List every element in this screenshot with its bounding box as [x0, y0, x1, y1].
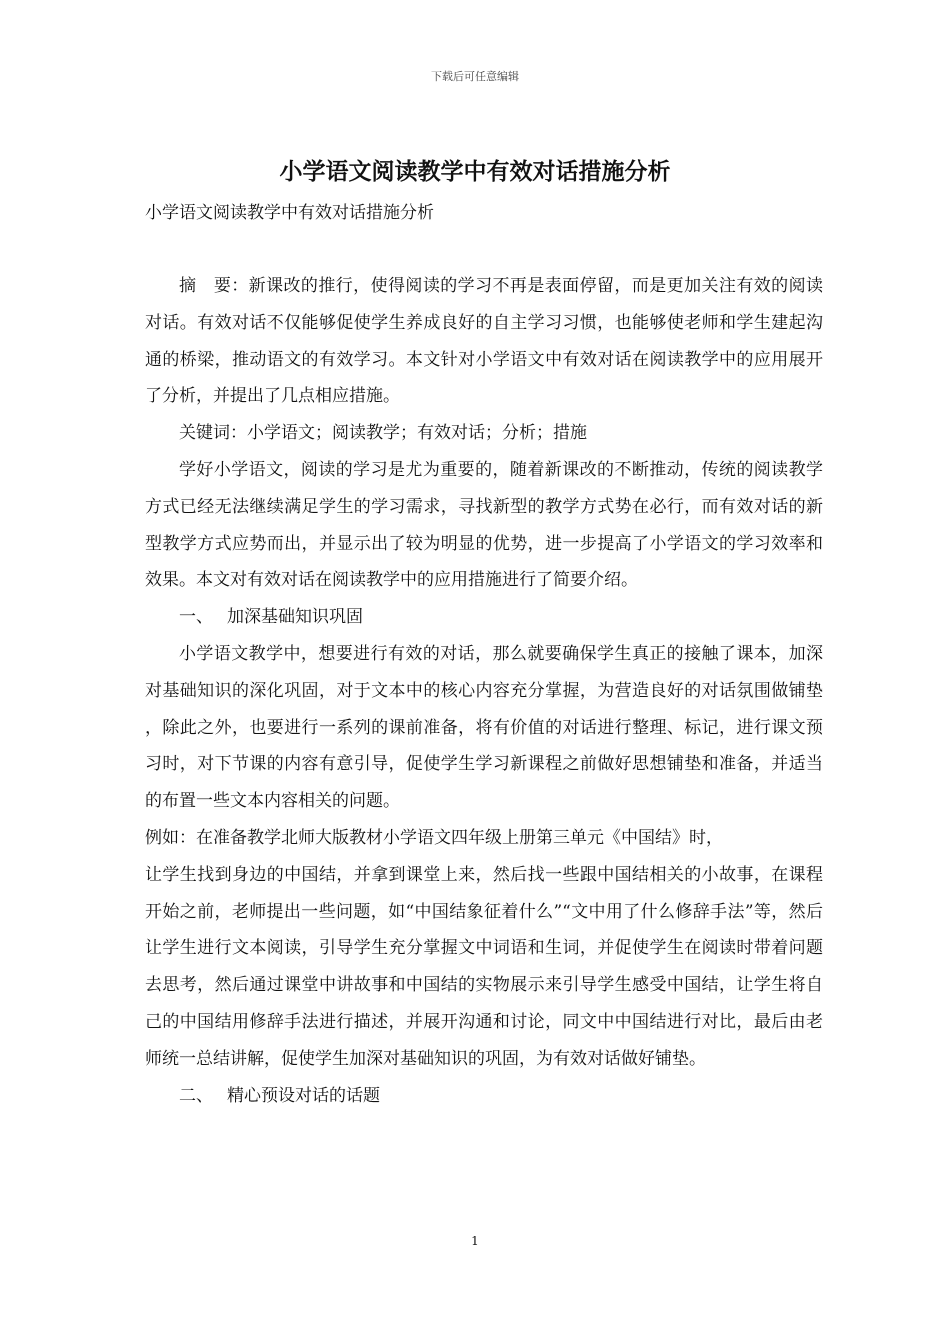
- document-body: [145, 268, 823, 1114]
- section-heading-2: [145, 1078, 823, 1115]
- section-title: 加深基础知识巩固: [227, 607, 363, 628]
- section-title: 精心预设对话的话题: [227, 1085, 380, 1106]
- intro-paragraph: 学好小学语文，阅读的学习是尤为重要的，随着新课改的不断推动，传统的阅读教学方式已经无法继续满足学生的学习需求，寻找新型的教学方式势在必行，而有效对话的新型教学方式应势而出，并显示出了较为明显的优势，进一步提高了小学语文的学习效率和效果。本文对有效对话在阅读教学中的应用措施进行了简要介绍。: [145, 459, 823, 591]
- document-title: 小学语文阅读教学中有效对话措施分析: [279, 158, 671, 185]
- abstract-paragraph: 摘 要：新课改的推行，使得阅读的学习不再是表面停留，而是更加关注有效的阅读对话。有效对话不仅能够促使学生养成良好的自主学习习惯，也能够使老师和学生建起沟通的桥梁，推动语文的有效学习。本文针对小学语文中有效对话在阅读教学中的应用展开了分析，并提出了几点相应措施。: [145, 276, 823, 407]
- section1-example-continued: 让学生找到身边的中国结，并拿到课堂上来，然后找一些跟中国结相关的小故事，在课程开始之前，老师提出一些问题，如“中国结象征着什么”“文中用了什么修辞手法”等，然后让学生进行文本阅读，引导学生充分掌握文中词语和生词，并促使学生在阅读时带着问题去思考，然后通过课堂中讲故事和中国结的实物展示来引导学生感受中国结，让学生将自己的中国结用修辞手法进行描述，并展开沟通和讨论，同文中中国结进行对比，最后由老师统一总结讲解，促使学生加深对基础知识的巩固，为有效对话做好铺垫。: [145, 864, 823, 1069]
- document-subtitle: 小学语文阅读教学中有效对话措施分析: [145, 203, 434, 223]
- section1-paragraph: 小学语文教学中，想要进行有效的对话，那么就要确保学生真正的接触了课本，加深对基础知识的深化巩固，对于文本中的核心内容充分掌握，为营造良好的对话氛围做铺垫，除此之外，也要进行一系列的课前准备，将有价值的对话进行整理、标记，进行课文预习时，对下节课的内容有意引导，促使学生学习新课程之前做好思想铺垫和准备，并适当的布置一些文本内容相关的问题。: [145, 643, 823, 812]
- section-number: 二、: [179, 1085, 213, 1106]
- section-heading-1: [145, 599, 823, 636]
- header-note: 下载后可任意编辑: [431, 70, 519, 83]
- section1-example-paragraph: 例如：在准备教学北师大版教材小学语文四年级上册第三单元《中国结》时，: [145, 827, 723, 848]
- section-number: 一、: [179, 607, 213, 628]
- page-number: 1: [471, 1234, 479, 1248]
- keywords-paragraph: 关键词：小学语文；阅读教学；有效对话；分析；措施: [179, 423, 587, 444]
